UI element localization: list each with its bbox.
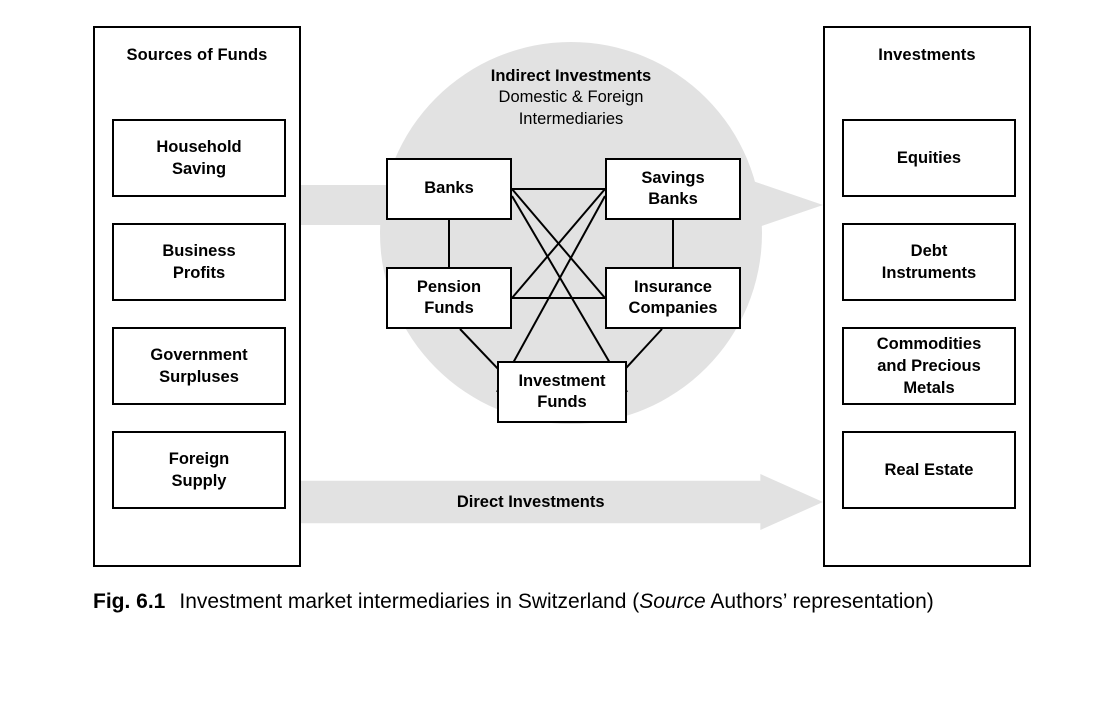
investments-box-debt-instruments-line-2: Instruments [881, 264, 977, 282]
sources-box-household-saving-line-1: Household [156, 137, 242, 156]
node-savings-banks [605, 158, 741, 220]
figure-caption-text-before: Investment market intermediaries in Switzerland ( [179, 590, 640, 613]
sources-of-funds-title: Sources of Funds [126, 46, 268, 64]
node-investment-funds-line-2: Funds [537, 393, 587, 411]
node-insurance-companies-line-2: Companies [628, 299, 718, 317]
sources-box-business-profits-line-2: Profits [172, 264, 226, 282]
investments-title: Investments [878, 46, 976, 64]
figure-caption-label: Fig. 6.1 [93, 590, 166, 613]
sources-box-foreign-supply-line-1: Foreign [168, 449, 230, 468]
investments-box-commodities-line-3: Metals [903, 379, 955, 398]
investments-box-real-estate-line-1: Real Estate [884, 460, 974, 479]
circle-heading-main: Indirect Investments [490, 67, 652, 85]
node-pension-funds-line-2: Funds [424, 299, 474, 317]
investments-box-commodities-line-2: and Precious [877, 356, 981, 375]
node-insurance-companies [605, 267, 741, 329]
investments-box-debt-instruments-line-1: Debt [910, 241, 948, 260]
sources-box-business-profits-line-1: Business [162, 241, 236, 260]
node-pension-funds-line-1: Pension [416, 277, 482, 296]
node-savings-banks-line-2: Banks [648, 190, 698, 208]
circle-heading-sub-line-2: Intermediaries [518, 109, 624, 128]
direct-investments-label: Direct Investments [456, 492, 605, 511]
circle-heading-sub-line-1: Domestic & Foreign [498, 88, 644, 107]
sources-box-household-saving-line-2: Saving [171, 160, 227, 178]
node-savings-banks-line-1: Savings [641, 168, 705, 187]
node-investment-funds [497, 361, 627, 423]
sources-box-government-surpluses-line-1: Government [150, 345, 248, 364]
investments-box-commodities-line-1: Commodities [876, 334, 982, 353]
node-banks-line-1: Banks [424, 179, 474, 198]
sources-box-foreign-supply-line-2: Supply [171, 472, 227, 490]
sources-box-government-surpluses-line-2: Surpluses [159, 368, 239, 386]
figure-caption-source-word: Source [639, 590, 706, 613]
node-banks [386, 158, 512, 220]
node-insurance-companies-line-1: Insurance [634, 277, 712, 296]
figure-caption-text-after: Authors’ representation) [705, 590, 934, 613]
investments-box-equities-line-1: Equities [896, 148, 962, 167]
node-pension-funds [386, 267, 512, 329]
node-investment-funds-line-1: Investment [518, 371, 606, 390]
